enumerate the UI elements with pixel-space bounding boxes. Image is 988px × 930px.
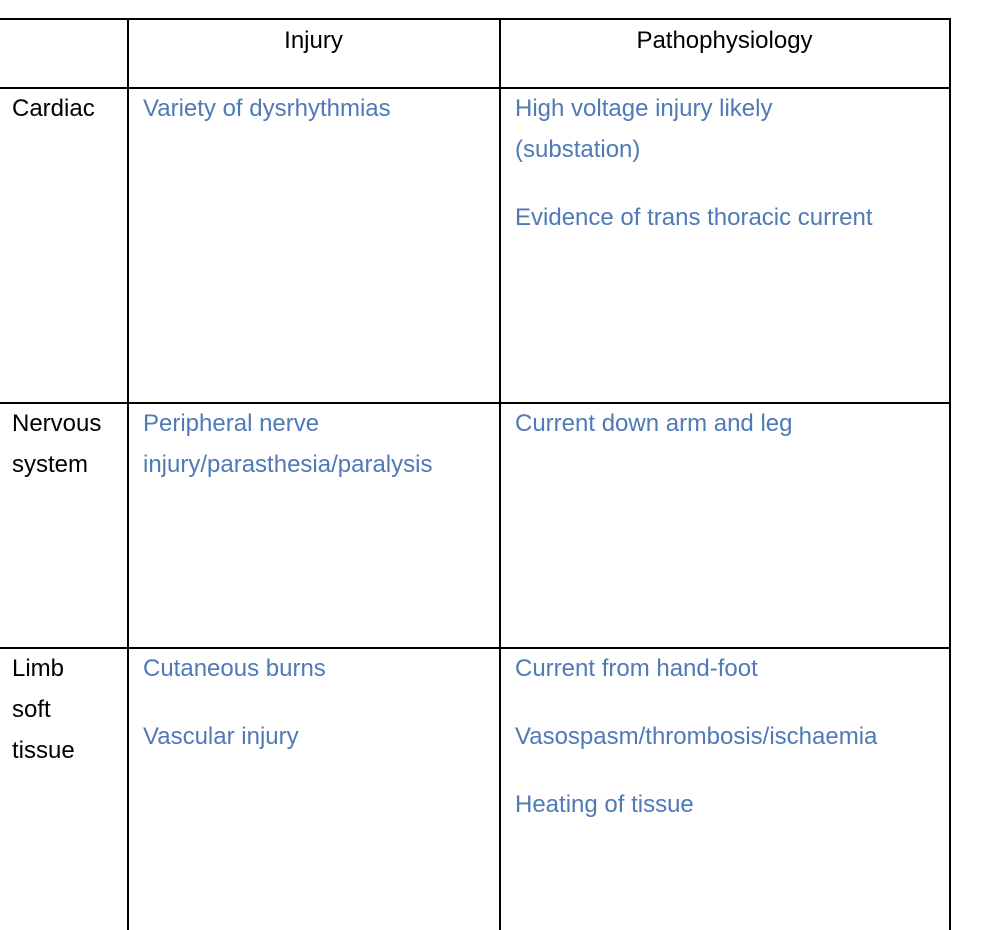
header-injury-label: Injury bbox=[284, 27, 343, 54]
row-cardiac-pathophysiology bbox=[515, 88, 873, 238]
pathophysiology-item: Heating of tissue bbox=[515, 791, 694, 818]
row-nervous-pathophysiology bbox=[515, 403, 792, 444]
injury-item: Peripheral nerve injury/parasthesia/paralysis bbox=[143, 410, 433, 478]
injury-item: Variety of dysrhythmias bbox=[143, 95, 391, 122]
header-pathophysiology bbox=[500, 20, 949, 61]
header-injury bbox=[128, 20, 499, 61]
pathophysiology-item: High voltage injury likely (substation) bbox=[515, 95, 773, 163]
table-right-border bbox=[949, 18, 951, 930]
row-cardiac-category bbox=[12, 88, 95, 129]
category-label: Nervous system bbox=[12, 410, 102, 478]
row-limb-injury bbox=[143, 648, 326, 757]
category-label: Cardiac bbox=[12, 95, 95, 122]
pathophysiology-item: Current down arm and leg bbox=[515, 410, 793, 437]
row-limb-pathophysiology bbox=[515, 648, 877, 825]
category-label: Limb soft tissue bbox=[12, 655, 75, 764]
injury-item: Cutaneous burns bbox=[143, 655, 326, 682]
pathophysiology-item: Vasospasm/thrombosis/ischaemia bbox=[515, 723, 878, 750]
row-limb-category bbox=[12, 648, 75, 771]
column-divider-2 bbox=[499, 18, 501, 930]
pathophysiology-item: Current from hand-foot bbox=[515, 655, 758, 682]
header-pathophysiology-label: Pathophysiology bbox=[636, 27, 813, 54]
column-divider-1 bbox=[127, 18, 129, 930]
row-nervous-category bbox=[12, 403, 101, 485]
row-nervous-injury bbox=[143, 403, 432, 485]
injury-item: Vascular injury bbox=[143, 723, 299, 750]
row-cardiac-injury bbox=[143, 88, 391, 129]
pathophysiology-item: Evidence of trans thoracic current bbox=[515, 204, 873, 231]
